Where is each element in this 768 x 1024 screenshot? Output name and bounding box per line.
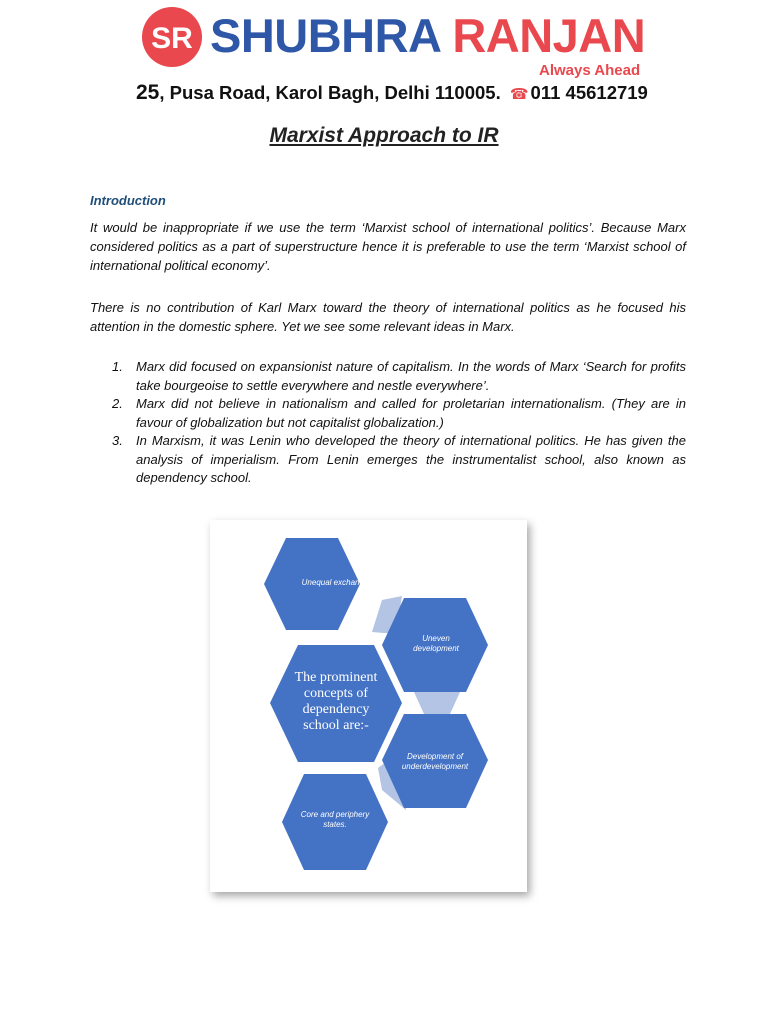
tagline: Always Ahead [539, 62, 641, 79]
connector-2 [414, 692, 460, 714]
brand-name [210, 8, 645, 64]
list-item [90, 358, 686, 395]
list-item [90, 395, 686, 432]
center-label: The prominent concepts of dependency school are:- [294, 670, 378, 733]
intro-paragraph-2: There is no contribution of Karl Marx toward the theory of international politics as he focused his attention in the domestic sphere. Yet we see some relevant ideas in Marx. [90, 300, 686, 334]
list-number: 2. [112, 396, 123, 411]
concept-label-2: Uneven development [413, 634, 459, 653]
address-text: , Pusa Road, Karol Bagh, Delhi 110005. [159, 82, 501, 103]
brand-second: RANJAN [452, 9, 646, 62]
list-number: 3. [112, 433, 123, 448]
dependency-concepts-diagram [210, 520, 527, 892]
list-text: Marx did focused on expansionist nature of capitalism. In the words of Marx ‘Search for profits take bourgeoise to settle everywhere and nestle everywhere’. [136, 359, 686, 393]
concept-label-1: Unequal exchange [301, 578, 369, 587]
phone-icon: ☎ [509, 86, 529, 103]
intro-paragraph-1: It would be inappropriate if we use the term ‘Marxist school of international politics’. Because Marx considered politics as a part of superstructure hence it is preferable to use the term ‘Marxist school of international political economy’. [90, 220, 686, 273]
brand-first: SHUBHRA [210, 9, 440, 62]
list-text: Marx did not believe in nationalism and called for proletarian internationalism. (They are in favour of globalization but not capitalist globalization.) [136, 396, 686, 430]
page-title: Marxist Approach to IR [269, 124, 499, 147]
list-text: In Marxism, it was Lenin who developed the theory of international politics. He has given the analysis of imperialism. From Lenin emerges the instrumentalist school, also known as dependency school. [136, 433, 686, 485]
points-list [90, 358, 686, 488]
list-item [90, 432, 686, 488]
phone-number: 011 45612719 [530, 82, 648, 103]
section-heading: Introduction [90, 193, 166, 208]
list-number: 1. [112, 359, 123, 374]
logo-mark [141, 6, 203, 68]
address-line [136, 81, 648, 105]
logo-letters: SR [151, 22, 193, 55]
concept-label-3: Development of underdevelopment [401, 752, 469, 771]
address-number: 25 [136, 81, 160, 104]
concept-label-4: Core and periphery states. [300, 810, 370, 829]
